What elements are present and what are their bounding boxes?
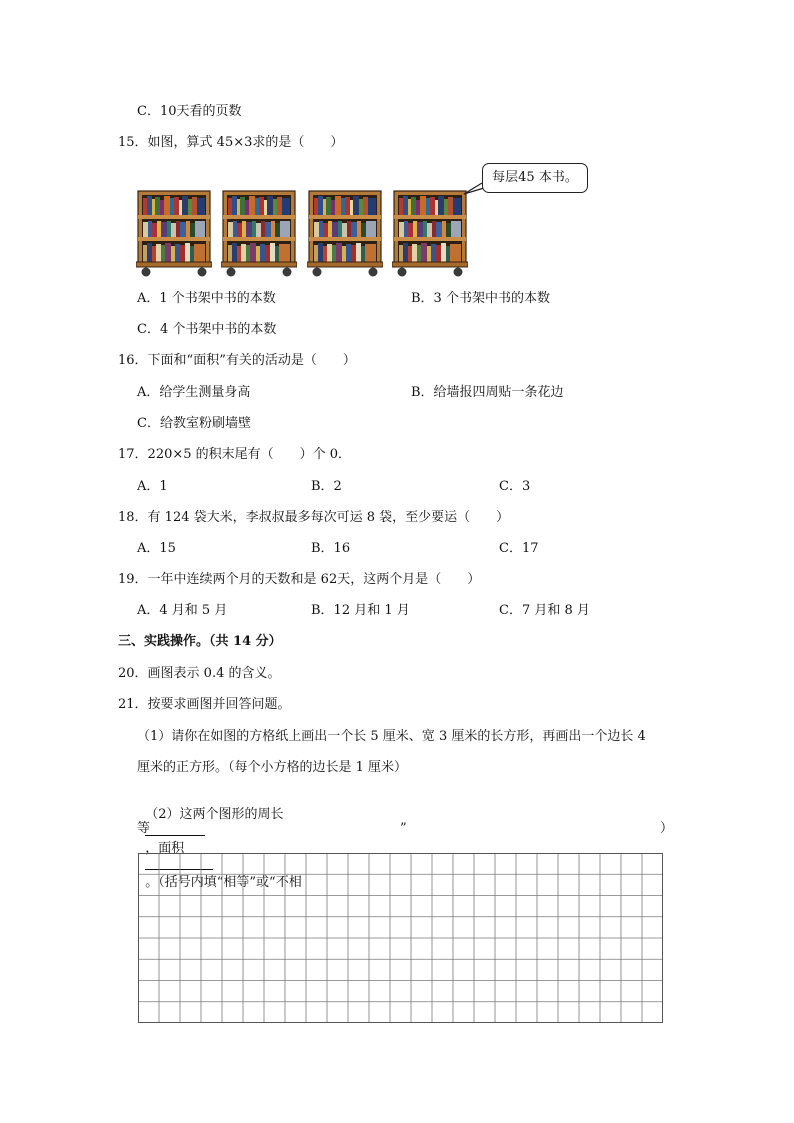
q18-option-b: B．16 [311, 541, 351, 556]
q19-stem: 19．一年中连续两个月的天数和是 62天，这两个月是（ ） [118, 572, 481, 587]
grid-paper-svg[interactable] [138, 853, 664, 1024]
q21-part2-text-c: 。（括号内填“相等”或“不相 [145, 875, 302, 890]
q19-option-b: B．12 月和 1 月 [311, 603, 410, 618]
q15-option-a: A．1 个书架中书的本数 [137, 291, 276, 306]
speech-bubble-text: 每层45 本书。 [492, 170, 578, 185]
q21-part2-line2-quote: ” [400, 821, 407, 836]
q21-part2-text-b: ，面积 [145, 841, 185, 856]
q17-option-c: C．3 [499, 479, 531, 494]
q15-stem: 15．如图，算式 45×3求的是（ ） [118, 135, 344, 150]
q21-stem: 21．按要求画图并回答问题。 [118, 697, 291, 712]
bookshelf-image-3 [307, 185, 383, 278]
q16-stem: 16．下面和“面积”有关的活动是（ ） [118, 353, 356, 368]
q14-option-c: C．10天看的页数 [137, 104, 242, 119]
q21-part2-text-a: （2）这两个图形的周长 [145, 807, 284, 822]
q20-stem: 20．画图表示 0.4 的含义。 [118, 666, 281, 681]
q21-part1-line1: （1）请你在如图的方格纸上画出一个长 5 厘米、宽 3 厘米的长方形，再画出一个边长 4 [137, 729, 646, 744]
q16-option-c: C．给教室粉刷墙壁 [137, 416, 251, 431]
q21-part2-line2-end: ） [660, 821, 674, 836]
q15-option-b: B．3 个书架中书的本数 [411, 291, 550, 306]
q17-stem: 17．220×5 的积末尾有（ ）个 0． [118, 447, 352, 462]
q19-option-c: C．7 月和 8 月 [499, 603, 590, 618]
perimeter-blank[interactable] [145, 823, 205, 836]
q21-part2-line2-start: 等 [137, 821, 151, 836]
q19-option-a: A．4 月和 5 月 [137, 603, 228, 618]
grid-paper[interactable] [138, 853, 664, 1028]
bookshelf-image-1 [136, 185, 212, 278]
q18-stem: 18．有 124 袋大米，李叔叔最多每次可运 8 袋，至少要运（ ） [118, 510, 510, 525]
bookshelf-image-4 [392, 185, 468, 278]
q18-option-c: C．17 [499, 541, 539, 556]
q18-option-a: A．15 [137, 541, 176, 556]
q16-option-a: A．给学生测量身高 [137, 385, 251, 400]
bookshelf-image-2 [221, 185, 297, 278]
section-heading: 三、实践操作。（共 14 分） [118, 634, 282, 649]
q16-option-b: B．给墙报四周贴一条花边 [411, 385, 564, 400]
speech-bubble [482, 163, 588, 193]
q21-part1-line2: 厘米的正方形。（每个小方格的边长是 1 厘米） [137, 760, 408, 775]
q15-option-c: C．4 个书架中书的本数 [137, 322, 277, 337]
q17-option-b: B．2 [311, 479, 342, 494]
q17-option-a: A．1 [137, 479, 168, 494]
